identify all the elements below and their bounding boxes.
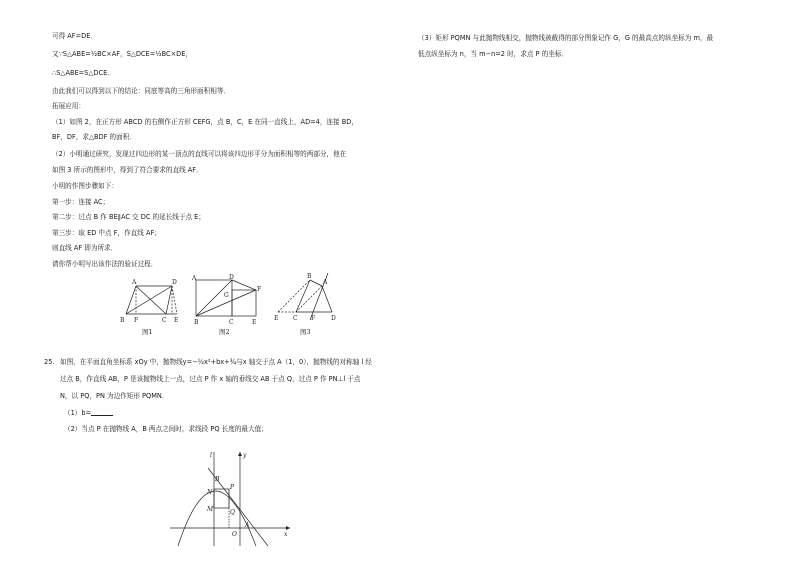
text-line: 可得 AF=DE．	[52, 32, 97, 40]
fig1-label: E	[174, 317, 179, 324]
text-line: BF，DF，求△BDF 的面积．	[52, 133, 136, 141]
figure-caption: 图2	[219, 328, 230, 336]
fig1-label: F	[134, 317, 139, 324]
fig2-label: E	[252, 319, 257, 326]
fig3-label: F	[311, 315, 316, 322]
fig1-label: D	[172, 279, 177, 286]
figure-1	[126, 286, 177, 314]
text-line: 如图，在平面直角坐标系 xOy 中，抛物线y=−½x²+bx+¾与x 轴交于点 A（1，0），抛物线的对称轴 l 经	[60, 358, 372, 366]
text-line: 如图 3 所示的图形中，得到了符合要求的直线 AF．	[52, 166, 203, 174]
text-line: 低点纵坐标为 n，当 m−n=2 时，求点 P 的坐标．	[418, 50, 568, 58]
graph-label: P	[230, 484, 235, 491]
fig2-label: G	[224, 292, 229, 299]
figures-1-3	[110, 270, 360, 340]
fig2-label: F	[257, 286, 262, 293]
fig3-label: C	[293, 315, 298, 322]
text-line: 过点 B，作直线 AB，P 是该抛物线上一点，过点 P 作 x 轴的垂线交 AB 于点 Q，过点 P 作 PN⊥l 于点	[60, 375, 361, 383]
fig3-label: A	[323, 279, 328, 286]
graph-label: x	[284, 531, 288, 538]
text-line: 第三步：取 ED 中点 F，作直线 AF；	[52, 229, 161, 237]
question-number: 25.	[44, 358, 55, 366]
figure-caption: 图1	[142, 328, 153, 336]
figure-caption: 图3	[300, 328, 311, 336]
graph-label: l	[210, 452, 212, 459]
fig2-label: B	[194, 319, 199, 326]
graph-label: M	[207, 506, 214, 513]
text-line: （3）矩形 PQMN 与此抛物线相交，抛物线被截得的部分图象记作 G，G 的最高点的纵坐标为 m，最	[418, 34, 714, 42]
text-line: 拓展应用：	[52, 102, 85, 110]
fig1-label: B	[120, 317, 125, 324]
graph-label: O	[232, 531, 237, 538]
text-line: ∴S△ABE=S△DCE．	[52, 69, 114, 77]
graph-label: N	[207, 489, 213, 496]
fig1-label: A	[132, 279, 137, 286]
fig2-label: C	[229, 319, 234, 326]
graph-label: A	[245, 522, 250, 529]
text-line: （1）如图 2，在正方形 ABCD 的右侧作正方形 CEFG，点 B，C，E 在同一直线上，AD=4，连接 BD，	[52, 118, 358, 126]
graph-label: B	[215, 476, 220, 483]
text-line: N，以 PQ，PN 为边作矩形 PQMN．	[60, 392, 169, 400]
text-line: 又∵S△ABE=½BC×AF，S△DCE=½BC×DE，	[52, 50, 192, 58]
fig2-label: D	[229, 274, 234, 281]
fig1-label: C	[162, 317, 167, 324]
text-line: （2）小明通过研究，发现过四边形的某一顶点的直线可以将该四边形平分为面积相等的两部分，他在	[52, 150, 347, 158]
parabola-graph	[170, 448, 300, 548]
text-line: 由此我们可以得到以下的结论：同底等高的三角形面积相等．	[52, 87, 231, 95]
fig3-label: B	[307, 273, 312, 280]
fig2-label: A	[192, 275, 197, 282]
part1-prefix: （1）b=	[64, 409, 92, 417]
text-line: 小明的作图步骤如下：	[52, 182, 118, 190]
text-line: 请你帮小明写出该作法的验证过程．	[52, 260, 158, 268]
text-line: 第二步：过点 B 作 BE∥AC 交 DC 的延长线于点 E；	[52, 213, 205, 221]
graph-label: Q	[230, 509, 235, 516]
answer-blank[interactable]	[91, 409, 113, 416]
text-line: 第一步：连接 AC；	[52, 198, 110, 206]
fig3-label: E	[274, 315, 279, 322]
parabola-curve	[178, 491, 256, 546]
fig3-label: D	[331, 315, 336, 322]
text-line: 则直线 AF 即为所求．	[52, 244, 118, 252]
graph-label: y	[243, 452, 247, 459]
text-line: （2）当点 P 在抛物线 A，B 两点之间时，求线段 PQ 长度的最大值；	[64, 425, 268, 433]
part1-line	[64, 409, 113, 417]
